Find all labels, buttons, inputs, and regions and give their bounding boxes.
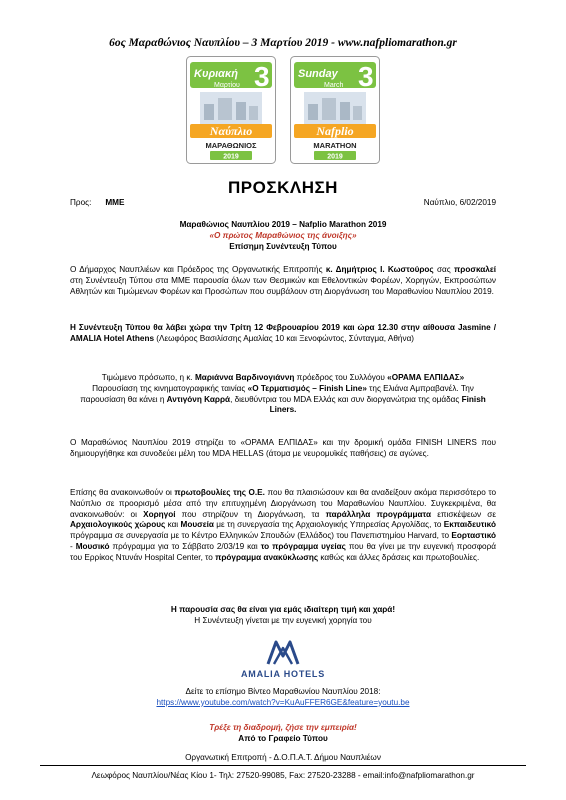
event-header: 6ος Μαραθώνιος Ναυπλίου – 3 Μαρτίου 2019 - www.nafpliomarathon.gr	[109, 37, 457, 49]
honoree-name: Μαριάννα Βαρδινογιάννη	[194, 373, 295, 382]
recipient-label: Προς:	[70, 198, 92, 207]
team-name: Finish Liners.	[269, 394, 486, 415]
mayor-name: κ. Δημήτριος Ι. Κωστούρος	[325, 265, 434, 274]
presenter-name: Αντιγόνη Καρρά	[166, 394, 231, 404]
greek-logo-month: Μαρτίου	[214, 82, 240, 89]
text-run: Επίσης θα ανακοινωθούν οι	[70, 488, 175, 497]
place-date: Ναύπλιο, 6/02/2019	[423, 198, 496, 207]
greek-logo-year: 2019	[223, 153, 239, 161]
document-title: ΠΡΟΣΚΛΗΣΗ	[228, 178, 338, 197]
text-run: που θα πλαισιώσουν και θα αναδείξουν ακόμα περισσότερο το Ναύπλιο σε προορισμό μέσα από την επιτυχημένη Διοργάνωση του Μαραθωνίου Ναυπλίου. Συγκεκριμένα, θα ανακοινωθούν: οι	[70, 488, 496, 519]
text-run: με τη συνεργασία της Αρχαιολογικής Υπηρεσίας Αργολίδας, το	[213, 520, 444, 530]
text-run: πρόγραμμα για το Σάββατο 2/03/19 και	[109, 541, 261, 551]
sponsor-logo	[0, 638, 566, 679]
text-run: πρόγραμμα σε συνεργασία με το Κέντρο Ελληνικών Σπουδών (Ελλάδος) του Πανεπιστημίου Harvard, το	[70, 531, 452, 541]
sponsor-name: AMALIA HOTELS	[240, 669, 326, 679]
greek-logo-day: Κυριακή	[194, 68, 238, 80]
paragraph-invitation	[70, 265, 496, 297]
greek-logo-event: ΜΑΡΑΘΩΝΙΟΣ	[205, 141, 257, 150]
text-run: πρόεδρος του Συλλόγου	[294, 373, 388, 382]
film-line	[70, 384, 496, 416]
text-run: που στηρίζουν τη Διοργάνωση, τα	[175, 509, 326, 519]
subject-block	[70, 220, 496, 252]
association-name: «ΟΡΑΜΑ ΕΛΠΙΔΑΣ»	[387, 373, 465, 382]
slogan: Τρέξε τη διαδρομή, ζήσε την εμπειρία!	[209, 723, 357, 732]
greek-logo-number: 3	[254, 61, 270, 92]
greek-event-logo	[186, 56, 276, 164]
recipient-value: ΜΜΕ	[105, 198, 125, 207]
text-run: , διευθύντρια του MDA Ελλάς και συν διοργανώτρια της ομάδας	[230, 394, 462, 404]
video-link[interactable]: https://www.youtube.com/watch?v=KuAuFFER6GE&feature=youtu.be	[156, 697, 410, 707]
text-run: -	[70, 541, 76, 551]
paragraph-honoree	[70, 373, 496, 416]
english-logo-year: 2019	[327, 153, 343, 161]
amalia-emblem-icon	[264, 638, 302, 668]
text-run: Ο Δήμαρχος Ναυπλιέων και Πρόεδρος της Οργανωτικής Επιτροπής	[70, 265, 326, 274]
text-run: και	[165, 520, 181, 530]
text-run: επισκέψεων σε	[431, 509, 496, 519]
honoree-line	[70, 373, 496, 384]
paragraph-venue	[70, 323, 496, 345]
text-run: καθώς και άλλες δράσεις και πρωτοβουλίες.	[318, 552, 480, 562]
english-logo-day: Sunday	[298, 68, 338, 80]
footer-organizer: Οργανωτική Επιτροπή - Δ.Ο.Π.Α.Τ. Δήμου Ναυπλιέων	[185, 753, 381, 762]
bold-run: Μουσικό	[75, 541, 110, 551]
bold-run: προσκαλεί	[454, 265, 496, 274]
english-logo-number: 3	[358, 61, 374, 92]
text-run: της Ελιάνα Αμπραβανέλ. Την παρουσίαση θα κάνει η	[80, 383, 474, 404]
recipient	[70, 198, 124, 207]
bold-run: Χορηγοί	[143, 509, 176, 519]
paragraph-support: Ο Μαραθώνιος Ναυπλίου 2019 στηρίζει το «ΟΡΑΜΑ ΕΛΠΙΔΑΣ» και την δρομική ομάδα FINISH LINERS που δημιουργήθηκε και συνοδεύει μέλη του MDA HELLAS (άτομα με νευρομυϊκές παθήσεις) σε αγώνες.	[70, 438, 496, 458]
video-label: Δείτε το επίσημο Βίντεο Μαραθωνίου Ναυπλίου 2018:	[185, 687, 381, 696]
closing-thanks: Η παρουσία σας θα είναι για εμάς ιδιαίτερη τιμή και χαρά!	[170, 605, 396, 614]
venue-address: (Λεωφόρος Βασιλίσσης Αμαλίας 10 και Ξενοφώντος, Σύνταγμα, Αθήνα)	[154, 333, 415, 343]
english-logo-event: MARATHON	[313, 141, 357, 150]
greek-logo-brand: Ναύπλιο	[209, 124, 253, 138]
english-logo-brand: Nafplio	[316, 124, 354, 138]
video-block	[70, 687, 496, 709]
bold-run: Αρχαιολογικούς χώρους	[70, 520, 166, 530]
text-run: που θα γίνει με την ευγενική προσφορά του Ερρίκος Ντυνάν Hospital Center, το	[70, 541, 496, 562]
footer-divider	[40, 765, 526, 766]
english-logo-month: March	[324, 82, 344, 89]
closing-block	[70, 605, 496, 627]
event-logos	[0, 56, 566, 164]
text-run: Τιμώμενο πρόσωπο, η κ.	[101, 373, 195, 382]
subject-line-2: «Ο πρώτος Μαραθώνιος της άνοιξης»	[209, 230, 357, 240]
venue-details: Η Συνέντευξη Τύπου θα λάβει χώρα την Τρίτη 12 Φεβρουαρίου 2019 και ώρα 12.30 στην αίθουσα Jasmine / AMALIA Hotel Athens	[70, 323, 496, 343]
paragraph-initiatives	[70, 488, 496, 564]
subject-line-3: Επίσημη Συνέντευξη Τύπου	[229, 241, 337, 251]
press-office: Από το Γραφείο Τύπου	[238, 733, 328, 743]
sponsor-mention: Η Συνέντευξη γίνεται με την ευγενική χορηγία του	[194, 615, 372, 625]
bold-run: Εορταστικό	[451, 531, 496, 541]
signoff-block	[70, 723, 496, 745]
text-run: σας	[433, 265, 455, 274]
bold-run: πρωτοβουλίες της Ο.Ε.	[174, 488, 265, 497]
english-event-logo	[290, 56, 380, 164]
bold-run: Εκπαιδευτικό	[443, 520, 496, 530]
text-run: στη Συνέντευξη Τύπου στα ΜΜΕ παρουσία όλων των Θεσμικών και Εθελοντικών Φορέων, Χορηγών, Εκπροσώπων Αθλητών και Τιμώμενων Φορέων και Προσώπων που συμβάλουν στη Διοργάνωση του Μαραθωνίου Ναυπλίου 2019.	[70, 275, 496, 296]
text-run: Παρουσίαση της κινηματογραφικής ταινίας	[92, 383, 248, 393]
bold-run: το πρόγραμμα υγείας	[260, 541, 346, 551]
footer-contact: Λεωφόρος Ναυπλίου/Νέας Κίου 1- Τηλ: 27520-99085, Fax: 27520-23288 - email:info@nafpliomarathon.gr	[91, 771, 475, 780]
film-title: «Ο Τερματισμός – Finish Line»	[247, 383, 367, 393]
bold-run: παράλληλα προγράμματα	[325, 509, 432, 519]
recipient-line	[70, 198, 496, 207]
bold-run: πρόγραμμα ανακύκλωσης	[215, 552, 319, 562]
subject-line-1: Μαραθώνιος Ναυπλίου 2019 – Nafplio Marathon 2019	[179, 220, 387, 229]
bold-run: Μουσεία	[180, 520, 214, 530]
